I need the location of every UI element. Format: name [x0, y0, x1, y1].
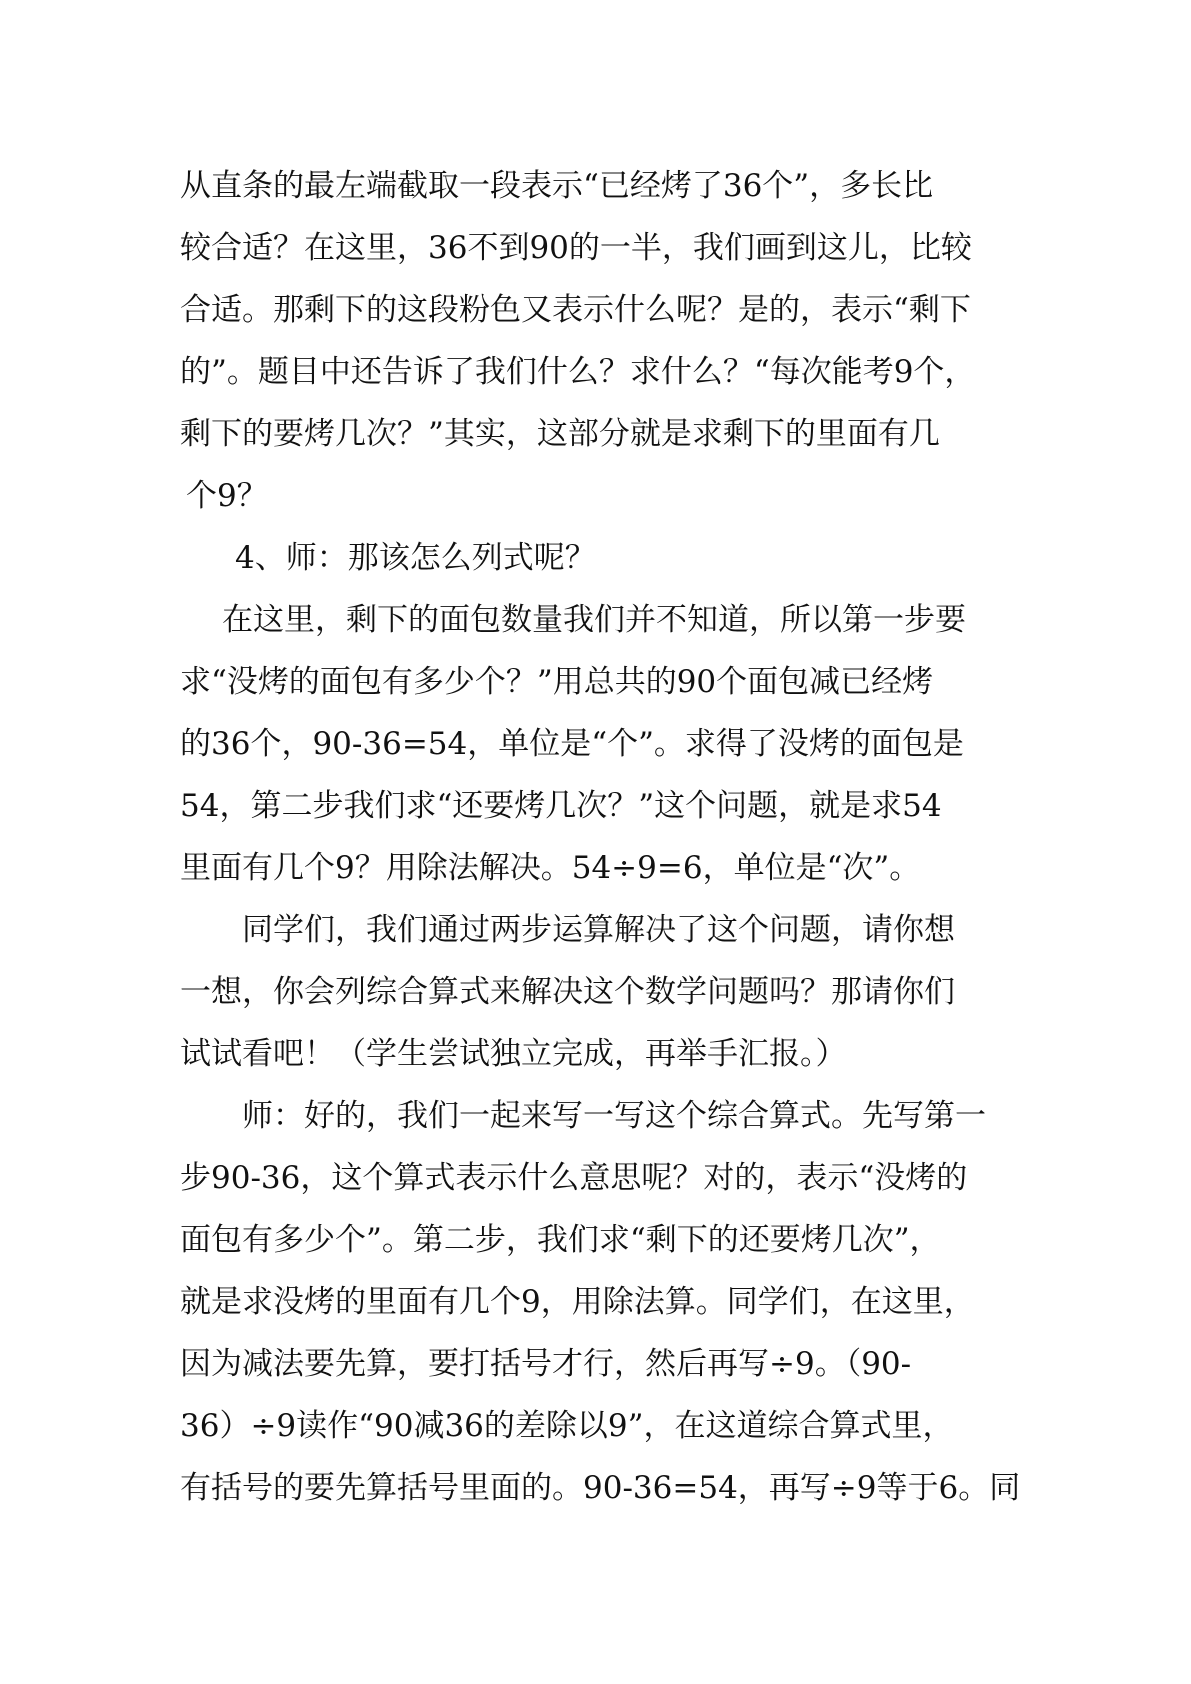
text-line: 4、师：那该怎么列式呢？ [235, 540, 596, 576]
text-line: 就是求没烤的里面有几个9，用除法算。同学们，在这里， [180, 1284, 975, 1320]
text-line: 较合适？在这里，36不到90的一半，我们画到这儿，比较 [180, 230, 972, 266]
text-line: 的36个，90-36=54，单位是“个”。求得了没烤的面包是 [180, 726, 964, 762]
text-line: 36）÷9读作“90减36的差除以9”，在这道综合算式里， [180, 1408, 954, 1444]
text-line: 因为减法要先算，要打括号才行，然后再写÷9。（90- [180, 1346, 912, 1382]
text-line: 同学们，我们通过两步运算解决了这个问题，请你想 [242, 912, 955, 948]
text-line: 个9？ [186, 478, 268, 514]
text-line: 有括号的要先算括号里面的。90-36=54，再写÷9等于6。同 [180, 1470, 1020, 1506]
text-line: 剩下的要烤几次？”其实，这部分就是求剩下的里面有几 [180, 416, 940, 452]
text-line: 在这里，剩下的面包数量我们并不知道，所以第一步要 [222, 602, 966, 638]
text-line: 面包有多少个”。第二步，我们求“剩下的还要烤几次”， [180, 1222, 941, 1258]
text-line: 试试看吧！（学生尝试独立完成，再举手汇报。） [180, 1036, 847, 1072]
text-line: 里面有几个9？用除法解决。54÷9=6，单位是“次”。 [180, 850, 921, 886]
text-line: 合适。那剩下的这段粉色又表示什么呢？是的，表示“剩下 [180, 292, 971, 328]
document-body [180, 155, 1020, 1519]
text-line: 步90-36，这个算式表示什么意思呢？对的，表示“没烤的 [180, 1160, 968, 1196]
text-line: 的”。题目中还告诉了我们什么？求什么？“每次能考9个， [180, 354, 976, 390]
text-line: 求“没烤的面包有多少个？”用总共的90个面包减已经烤 [180, 664, 934, 700]
text-line: 一想，你会列综合算式来解决这个数学问题吗？那请你们 [180, 974, 955, 1010]
text-line: 从直条的最左端截取一段表示“已经烤了36个”，多长比 [180, 168, 934, 204]
text-line: 师：好的，我们一起来写一写这个综合算式。先写第一 [242, 1098, 986, 1134]
text-line: 54，第二步我们求“还要烤几次？”这个问题，就是求54 [180, 788, 942, 824]
